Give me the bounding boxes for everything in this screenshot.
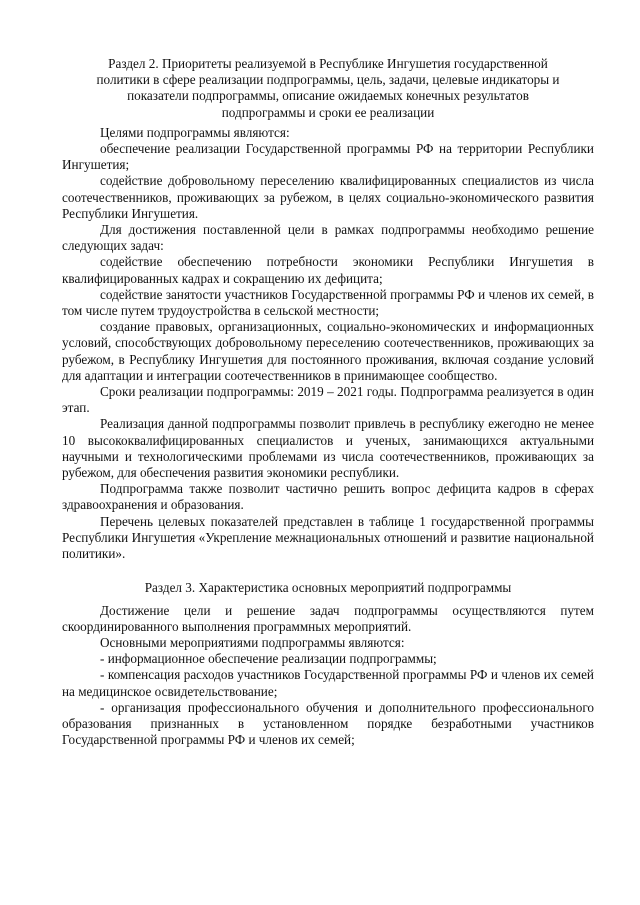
section-3-heading: Раздел 3. Характеристика основных мероприятий подпрограммы xyxy=(144,580,512,596)
section-2-paragraph: содействие занятости участников Государственной программы РФ и членов их семей, в том числе путем трудоустройства в сельской местности; xyxy=(62,286,594,319)
section-3-list-item: - организация профессионального обучения и дополнительного профессионального образования признанных в установленном порядке безработными участников Государственной программы РФ и членов их семей; xyxy=(62,699,594,748)
section-3-paragraph: Достижение цели и решение задач подпрограммы осуществляются путем скоординированного выполнения программных мероприятий. xyxy=(62,602,594,634)
section-2-paragraph: обеспечение реализации Государственной программы РФ на территории Республики Ингушетия; xyxy=(62,141,594,173)
section-2-paragraph: Целями подпрограммы являются: xyxy=(100,124,290,140)
section-2-paragraph: Реализация данной подпрограммы позволит привлечь в республику ежегодно не менее 10 высококвалифицированных специалистов и ученых, занимающихся актуальными научными и технологическими проблемами из числа соотечественников, проживающих за рубежом, для обеспечения развития экономики республики. xyxy=(62,416,594,481)
section-2-paragraph: содействие обеспечению потребности экономики Республики Ингушетия в квалифицированных кадрах и сокращению их дефицита; xyxy=(62,254,594,286)
document-page xyxy=(62,56,594,748)
section-2-paragraph: Сроки реализации подпрограммы: 2019 – 2021 годы. Подпрограмма реализуется в один этап. xyxy=(62,384,594,416)
section-3-list-item: - компенсация расходов участников Государственной программы РФ и членов их семей на медицинское освидетельствование; xyxy=(62,667,594,699)
section-2-heading: Раздел 2. Приоритеты реализуемой в Республике Ингушетия государственной политики в сфере реализации подпрограммы, цель, задачи, целевые индикаторы и показатели подпрограммы, описание ожидаемых конечных результатов подпрограммы и сроки ее реализации xyxy=(96,56,560,120)
section-2-paragraph: Перечень целевых показателей представлен в таблице 1 государственной программы Республики Ингушетия «Укрепление межнациональных отношений и развитие национальной политики». xyxy=(62,513,594,562)
section-2-paragraph: Подпрограмма также позволит частично решить вопрос дефицита кадров в сферах здравоохранения и образования. xyxy=(62,481,594,513)
section-2-paragraph: Для достижения поставленной цели в рамках подпрограммы необходимо решение следующих задач: xyxy=(62,222,594,254)
section-2-paragraph: содействие добровольному переселению квалифицированных специалистов из числа соотечественников, проживающих за рубежом, в целях социально-экономического развития Республики Ингушетия. xyxy=(62,173,594,221)
section-3-paragraph: Основными мероприятиями подпрограммы являются: xyxy=(100,634,405,650)
section-3-list-item: - информационное обеспечение реализации подпрограммы; xyxy=(100,651,437,667)
section-2-paragraph: создание правовых, организационных, социально-экономических и информационных условий, способствующих добровольному переселению соотечественников, проживающих за рубежом, в Республику Ингушетия для постоянного проживания, включая создание условий для адаптации и интеграции соотечественников в принимающее сообщество. xyxy=(62,319,594,383)
